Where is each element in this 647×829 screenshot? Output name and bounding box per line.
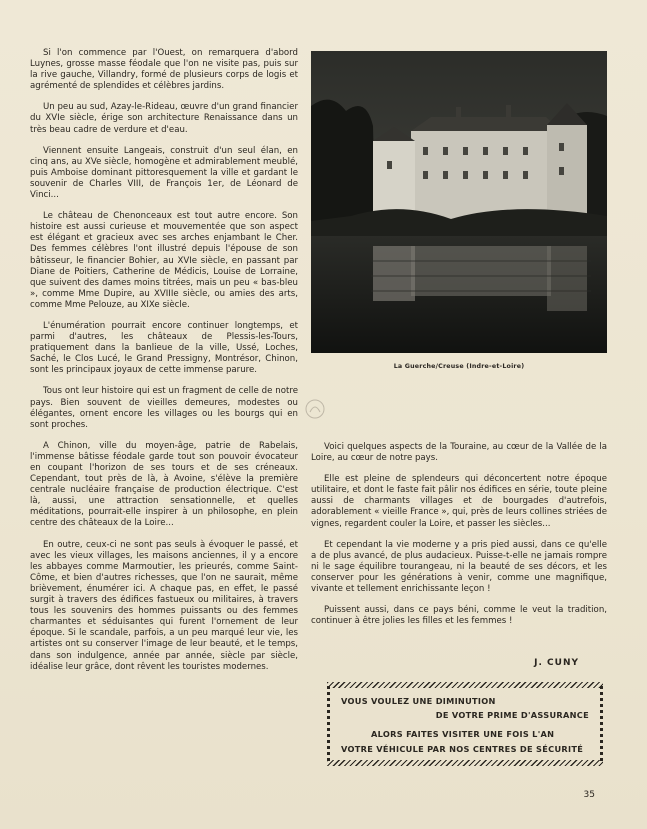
photo-caption: La Guerche/Creuse (Indre-et-Loire)	[393, 363, 525, 370]
article-paragraph: Puissent aussi, dans ce pays béni, comme le veut la tradition, continuer à être jolies les filles et les femmes !	[311, 605, 607, 627]
advert-border-left	[327, 686, 330, 762]
article-paragraph: Tous ont leur histoire qui est un fragment de celle de notre pays. Bien souvent de vieilles demeures, modestes ou élégantes, ornent encore les villages ou les bourgs qui en sont proches.	[30, 386, 298, 430]
advert-border-top	[327, 682, 603, 688]
faint-stamp-mark	[302, 398, 328, 420]
advert-line-3: ALORS FAITES VISITER UNE FOIS L'AN	[371, 729, 555, 739]
article-paragraph: Si l'on commence par l'Ouest, on remarquera d'abord Luynes, grosse masse féodale que l'on ne visite pas, puis sur la rive gauche, Villandry, formé de plusieurs corps de logis et agrémenté de splendides et célèbres jardins.	[30, 48, 298, 92]
author-signature: J. CUNY	[534, 658, 579, 668]
article-paragraph: Et cependant la vie moderne y a pris pied aussi, dans ce qu'elle a de plus avancé, de plus audacieux. Puisse-t-elle ne jamais rompre ni le sage équilibre tourangeau, ni la beauté de ses décors, et les conserver pour les générations à venir, comme une magnifique, vivante et tellement enrichissante leçon !	[311, 539, 607, 595]
article-paragraph: Elle est pleine de splendeurs qui déconcertent notre époque utilitaire, et dont le faste fait pâlir nos édifices en série, toute pleine aussi de charmants villages et de bourgades d'autrefois, adorablement « vieille France », qui, près de leurs collines striées de vignes, regardent couler la Loire, et passer les siècles...	[311, 474, 607, 529]
article-paragraph: Le château de Chenonceaux est tout autre encore. Son histoire est aussi curieuse et mouvementée que son aspect est élégant et gracieux avec ses arches enjambant le Cher. Des femmes célèbres l'ont illustré depuis l'épouse de son bâtisseur, le financier Bohier, au XVIe siècle, en passant par Diane de Poitiers, Catherine de Médicis, Louise de Lorraine, que suivent des dames moins titrées, mais un peu « bas-bleu », comme Mme Dupire, au XVIIIe siècle, ou amies des arts, comme Mme Pelouze, au XIXe siècle.	[30, 211, 298, 310]
article-right-column	[311, 442, 607, 637]
article-paragraph: L'énumération pourrait encore continuer longtemps, et parmi d'autres, les châteaux de Plessis-les-Tours, pratiquement dans la banlieue de la ville, Ussé, Loches, Saché, le Clos Lucé, le Grand Pressigny, Montrésor, Chinon, sont les principaux joyaux de cette immense parure.	[30, 320, 298, 376]
castle-photo-illustration	[311, 51, 607, 353]
insurance-advert-box	[327, 682, 603, 766]
article-paragraph: En outre, ceux-ci ne sont pas seuls à évoquer le passé, et avec les vieux villages, les maisons anciennes, il y a encore les abbayes comme Marmoutier, les prieurés, comme Saint-Côme, et bien d'autres richesses, que l'on ne saurait, même brièvement, énumérer ici. A chaque pas, en effet, le passé surgit à travers des édifices fastueux ou militaires, à travers tous les souvenirs des hommes puissants ou des femmes charmantes et séduisantes qui furent l'ornement de leur époque. Si le scandale, parfois, a un peu marqué leur vie, les artistes ont su conserver l'image de leur beauté, et le temps, dans son indulgence, année par année, siècle par siècle, idéalise leur grâce, dont rêvent les touristes modernes.	[30, 539, 298, 672]
article-paragraph: Viennent ensuite Langeais, construit d'un seul élan, en cinq ans, au XVe siècle, homogène et admirablement meublé, puis Amboise dominant pittoresquement la ville et gardant le souvenir de Charles VIII, de François 1er, de Léonard de Vinci...	[30, 145, 298, 201]
article-paragraph: A Chinon, ville du moyen-âge, patrie de Rabelais, l'immense bâtisse féodale garde tout son pouvoir évocateur en coupant l'horizon de ses tours et de ses créneaux. Cependant, tout près de là, à Avoine, s'élève la première centrale nucléaire française de production électrique. C'est là, aussi, une attraction sensationnelle, et quelles méditations, pourrait-elle inspirer à un philosophe, en plein centre des châteaux de la Loire...	[30, 440, 298, 529]
page-number: 35	[583, 790, 595, 800]
article-paragraph: Voici quelques aspects de la Touraine, au cœur de la Vallée de la Loire, au cœur de notre pays.	[311, 442, 607, 464]
advert-line-2: DE VOTRE PRIME D'ASSURANCE	[435, 710, 589, 720]
advert-border-bottom	[327, 760, 603, 766]
advert-line-1: VOUS VOULEZ UNE DIMINUTION	[341, 696, 496, 706]
advert-border-right	[600, 686, 603, 762]
castle-photo	[311, 51, 607, 353]
article-left-column	[30, 48, 298, 683]
advert-line-4: VOTRE VÉHICULE PAR NOS CENTRES DE SÉCURITÉ	[341, 744, 584, 754]
article-paragraph: Un peu au sud, Azay-le-Rideau, œuvre d'un grand financier du XVIe siècle, érige son architecture Renaissance dans un très beau cadre de verdure et d'eau.	[30, 102, 298, 135]
